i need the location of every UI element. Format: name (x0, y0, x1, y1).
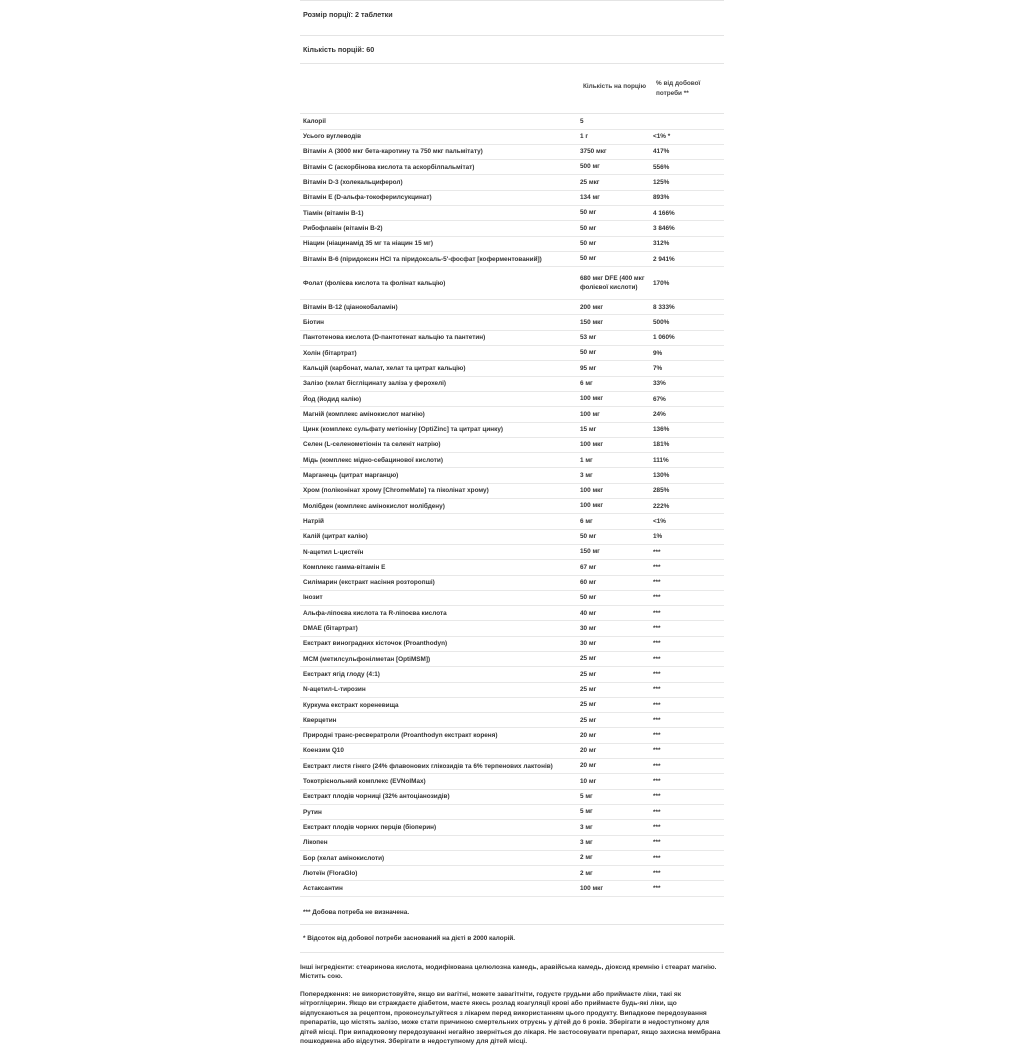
nutrient-amount: 95 мг (580, 364, 597, 372)
nutrient-name: Екстракт плодів чорниці (32% антоціанозидів) (303, 793, 450, 801)
serving-count: Кількість порцій: 60 (300, 36, 724, 64)
nutrient-name: DMAE (бітартрат) (303, 625, 358, 633)
table-row (300, 175, 724, 190)
nutrient-amount: 25 мкг (580, 178, 600, 186)
nutrient-daily-value: 67% (653, 395, 666, 403)
nutrient-daily-value: *** (653, 670, 661, 678)
nutrient-daily-value: 33% (653, 380, 666, 388)
nutrient-name: Вітамін Е (D-альфа-токоферилсукцинат) (303, 194, 432, 202)
table-row (300, 237, 724, 252)
nutrient-daily-value: 170% (653, 279, 670, 287)
nutrient-amount: 25 мг (580, 685, 597, 693)
nutrient-table (300, 114, 724, 897)
nutrient-daily-value: 500% (653, 319, 670, 327)
nutrient-name: Вітамін D-3 (холекальциферол) (303, 179, 403, 187)
nutrient-daily-value: 312% (653, 240, 670, 248)
table-row (300, 683, 724, 698)
nutrient-amount: 6 мг (580, 380, 593, 388)
nutrient-daily-value: *** (653, 548, 661, 556)
table-row (300, 484, 724, 499)
nutrient-daily-value: *** (653, 839, 661, 847)
nutrient-name: Калій (цитрат калію) (303, 533, 368, 541)
nutrient-name: Мідь (комплекс мідно-себацинової кислоти) (303, 456, 443, 464)
nutrient-amount: 50 мг (580, 594, 597, 602)
nutrient-amount: 1 г (580, 132, 588, 140)
nutrient-daily-value: <1% (653, 517, 666, 525)
nutrient-amount: 30 мг (580, 624, 597, 632)
nutrient-name: Астаксантин (303, 885, 343, 893)
nutrient-amount: 25 мг (580, 701, 597, 709)
table-row (300, 774, 724, 789)
table-row (300, 713, 724, 728)
nutrient-daily-value: *** (653, 594, 661, 602)
nutrient-amount: 100 мкг (580, 395, 604, 403)
nutrient-amount: 100 мкг (580, 502, 604, 510)
nutrient-daily-value: 1% (653, 533, 663, 541)
nutrient-daily-value: 8 333% (653, 303, 675, 311)
nutrient-amount: 3 мг (580, 838, 593, 846)
table-row (300, 621, 724, 636)
nutrient-name: Куркума екстракт кореневища (303, 701, 399, 709)
table-row (300, 576, 724, 591)
table-row (300, 423, 724, 438)
table-row (300, 499, 724, 514)
nutrient-daily-value: *** (653, 686, 661, 694)
nutrient-daily-value: *** (653, 762, 661, 770)
nutrient-amount: 1 мг (580, 456, 593, 464)
nutrient-amount: 20 мг (580, 747, 597, 755)
nutrient-amount: 67 мг (580, 563, 597, 571)
nutrient-name: Вітамін В-12 (ціанокобаламін) (303, 303, 398, 311)
nutrient-amount: 60 мг (580, 578, 597, 586)
nutrient-name: Магній (комплекс амінокислот магнію) (303, 410, 425, 418)
nutrient-amount: 25 мг (580, 670, 597, 678)
nutrient-name: Кальцій (карбонат, малат, хелат та цитрат кальцію) (303, 365, 466, 372)
table-row (300, 805, 724, 820)
nutrient-amount: 3 мг (580, 823, 593, 831)
table-row (300, 468, 724, 483)
nutrient-daily-value: 3 846% (653, 224, 675, 232)
nutrient-amount: 680 мкг DFE (400 мкг фолієвої кислоти) (580, 274, 645, 292)
nutrient-amount: 20 мг (580, 731, 597, 739)
table-row (300, 361, 724, 376)
nutrient-name: Комплекс гамма-вітамін Е (303, 563, 386, 571)
nutrient-name: Молібден (комплекс амінокислот молібдену) (303, 502, 445, 510)
top-divider (300, 0, 724, 1)
nutrient-daily-value: *** (653, 823, 661, 831)
table-row (300, 591, 724, 606)
table-row (300, 881, 724, 896)
nutrient-amount: 500 мг (580, 163, 600, 171)
nutrient-daily-value: 1 060% (653, 334, 675, 342)
serving-size: Розмір порції: 2 таблетки (300, 10, 724, 36)
nutrient-daily-value: *** (653, 747, 661, 755)
nutrient-daily-value: *** (653, 854, 661, 862)
nutrient-amount: 50 мг (580, 224, 597, 232)
nutrient-amount: 2 мг (580, 869, 593, 877)
nutrient-daily-value: 417% (653, 148, 670, 156)
table-row (300, 114, 724, 130)
nutrient-name: Коензим Q10 (303, 747, 344, 755)
table-row (300, 130, 724, 145)
nutrient-amount: 100 мкг (580, 487, 604, 495)
nutrient-name: Селен (L-селенометіонін та селеніт натрію) (303, 441, 441, 449)
nutrient-name: Природні транс-ресвератроли (Proanthodyn екстракт кореня) (303, 732, 498, 740)
nutrient-daily-value: *** (653, 625, 661, 633)
nutrient-amount: 53 мг (580, 334, 597, 342)
nutrient-amount: 2 мг (580, 854, 593, 862)
nutrient-daily-value: 2 941% (653, 255, 675, 263)
nutrient-name: N-ацетил L-цистеїн (303, 548, 364, 556)
nutrient-name: Цинк (комплекс сульфату метіоніну [OptiZinc] та цитрат цинку) (303, 426, 504, 434)
nutrient-amount: 25 мг (580, 716, 597, 724)
nutrient-name: Усього вуглеводів (303, 133, 361, 141)
table-row (300, 759, 724, 774)
nutrient-amount: 100 мкг (580, 441, 604, 449)
nutrient-amount: 200 мкг (580, 303, 604, 311)
nutrient-amount: 50 мг (580, 209, 597, 217)
nutrient-amount: 50 мг (580, 239, 597, 247)
nutrient-daily-value: *** (653, 563, 661, 571)
table-row (300, 866, 724, 881)
table-header (300, 64, 724, 114)
nutrient-daily-value: 125% (653, 179, 670, 187)
nutrient-amount: 50 мг (580, 533, 597, 541)
nutrient-name: Фолат (фолієва кислота та фолінат кальцію) (303, 279, 446, 287)
nutrient-name: Альфа-ліпоєва кислота та R-ліпоєва кислота (303, 609, 447, 617)
table-row (300, 315, 724, 330)
nutrient-daily-value: *** (653, 869, 661, 877)
nutrient-name: Біотин (303, 319, 325, 327)
nutrient-amount: 134 мг (580, 194, 600, 202)
nutrient-name: Екстракт ягід глоду (4:1) (303, 670, 380, 678)
nutrient-amount: 10 мг (580, 777, 597, 785)
table-row (300, 851, 724, 866)
nutrient-daily-value: *** (653, 716, 661, 724)
nutrient-amount: 50 мг (580, 349, 597, 357)
header-amount: Кількість на порцію (583, 83, 647, 90)
table-row (300, 331, 724, 346)
table-row (300, 191, 724, 206)
nutrient-amount: 3 мг (580, 471, 593, 479)
nutrient-amount: 150 мкг (580, 318, 604, 326)
nutrient-daily-value: <1% * (653, 133, 671, 141)
table-row (300, 221, 724, 236)
nutrient-daily-value: *** (653, 732, 661, 740)
nutrient-name: Лютеїн (FloraGlo) (303, 869, 358, 877)
nutrient-name: Тіамін (вітамін В-1) (303, 209, 364, 217)
header-daily-value: % від добової потреби ** (656, 80, 701, 97)
nutrient-amount: 40 мг (580, 609, 597, 617)
nutrient-daily-value: 24% (653, 410, 666, 418)
table-row (300, 267, 724, 300)
table-row (300, 346, 724, 361)
nutrient-amount: 150 мг (580, 548, 600, 556)
nutrient-daily-value: 893% (653, 194, 670, 202)
nutrient-daily-value: *** (653, 701, 661, 709)
nutrient-amount: 100 мкг (580, 884, 604, 892)
table-row (300, 252, 724, 267)
nutrient-daily-value: *** (653, 885, 661, 893)
table-row (300, 820, 724, 835)
table-row (300, 698, 724, 713)
nutrient-amount: 5 (580, 117, 584, 125)
nutrient-name: Вітамін А (3000 мкг бета-каротину та 750 мкг пальмітату) (303, 148, 483, 156)
nutrient-daily-value: *** (653, 808, 661, 816)
nutrient-daily-value: 4 166% (653, 209, 675, 217)
table-row (300, 728, 724, 743)
warning-text: Попередження: не використовуйте, якщо ви вагітні, можете завагітніти, годуєте грудьми або приймаєте ліки, такі як нітрогліцерин. Якщо ви страждаєте діабетом, маєте якесь розлад коагуляції крові або приймаєте будь-які ліки, що відпускаються за рецептом, проконсультуйтеся з лікарем перед використанням цього продукту. Випадкове передозування препаратів, що містять залізо, може стати причиною смертельних отруєнь у дітей до 6 років. Зберігати в недоступному для дітей місці. При випадковому передозуванні негайно зверніться до лікаря. Не застосовувати препарат, якщо захисна мембрана пошкоджена або відсутня. Зберігати в недоступному для дітей місці. (300, 990, 721, 1046)
table-row (300, 530, 724, 545)
nutrient-name: Екстракт листя гінкго (24% флавонових глікозидів та 6% терпенових лактонів) (303, 762, 553, 770)
nutrient-name: MCM (метилсульфонілметан [OptiMSM]) (303, 655, 431, 663)
nutrient-name: Інозит (303, 594, 323, 602)
nutrient-name: Калорії (303, 117, 326, 125)
note-daily-value-basis: * Відсоток від добової потреби заснований на дієті в 2000 калорій. (300, 925, 724, 953)
nutrient-name: Кверцетин (303, 716, 337, 724)
nutrient-amount: 20 мг (580, 762, 597, 770)
nutrient-name: Ніацин (ніацинамід 35 мг та ніацин 15 мг) (303, 240, 433, 248)
nutrient-name: Вітамін В-6 (піридоксин HCl та піридоксаль-5'-фосфат [коферментований]) (303, 255, 542, 263)
table-row (300, 744, 724, 759)
table-row (300, 514, 724, 529)
other-ingredients: Інші інгредієнти: стеаринова кислота, модифікована целюлозна камедь, аравійська камедь, діоксид кремнію і стеарат магнію. Містить сою. (300, 963, 717, 981)
table-row (300, 637, 724, 652)
table-row (300, 453, 724, 468)
table-row (300, 667, 724, 682)
nutrient-amount: 30 мг (580, 640, 597, 648)
table-row (300, 790, 724, 805)
nutrient-amount: 25 мг (580, 655, 597, 663)
note-no-daily-value: *** Добова потреба не визначена. (300, 897, 724, 925)
nutrient-name: Залізо (хелат бісгліцинату заліза у ферохелі) (303, 380, 447, 388)
table-row (300, 206, 724, 221)
nutrient-name: N-ацетил-L-тирозин (303, 686, 366, 694)
table-row (300, 652, 724, 667)
nutrient-name: Рибофлавін (вітамін В-2) (303, 224, 383, 232)
nutrient-name: Натрій (303, 517, 324, 525)
table-row (300, 392, 724, 407)
nutrient-amount: 3750 мкг (580, 148, 607, 156)
nutrient-name: Бор (хелат амінокислоти) (303, 854, 385, 862)
table-row (300, 377, 724, 392)
nutrient-daily-value: 285% (653, 487, 670, 495)
table-row (300, 300, 724, 315)
nutrient-name: Вітамін С (аскорбінова кислота та аскорбілпальмітат) (303, 163, 475, 171)
nutrient-daily-value: 222% (653, 502, 670, 510)
nutrient-name: Силімарин (екстракт насіння розторопші) (303, 579, 435, 587)
table-row (300, 836, 724, 851)
table-row (300, 145, 724, 160)
nutrient-amount: 5 мг (580, 808, 593, 816)
nutrient-name: Марганець (цитрат марганцю) (303, 472, 399, 480)
nutrient-daily-value: 181% (653, 441, 670, 449)
nutrient-daily-value: 556% (653, 163, 670, 171)
nutrient-amount: 5 мг (580, 793, 593, 801)
table-row (300, 606, 724, 621)
nutrient-name: Хром (поліконінат хрому [ChromeMate] та піколінат хрому) (303, 487, 489, 495)
nutrient-daily-value: *** (653, 640, 661, 648)
table-row (300, 560, 724, 575)
nutrient-amount: 100 мг (580, 410, 600, 418)
nutrient-amount: 6 мг (580, 517, 593, 525)
nutrient-daily-value: 9% (653, 349, 663, 357)
supplement-facts-panel (300, 0, 724, 1047)
nutrient-daily-value: 111% (653, 456, 669, 464)
nutrient-amount: 15 мг (580, 425, 597, 433)
nutrient-daily-value: *** (653, 778, 661, 786)
nutrient-daily-value: *** (653, 579, 661, 587)
nutrient-name: Пантотенова кислота (D-пантотенат кальцію та пантетин) (303, 334, 486, 342)
nutrient-daily-value: 130% (653, 472, 670, 480)
nutrient-daily-value: *** (653, 655, 661, 663)
table-row (300, 438, 724, 453)
nutrient-name: Йод (йодид калію) (303, 395, 362, 403)
table-row (300, 407, 724, 422)
nutrient-name: Холін (бітартрат) (303, 349, 357, 357)
nutrient-name: Токотрієнольний комплекс (EVNolMax) (303, 778, 426, 786)
nutrient-amount: 50 мг (580, 255, 597, 263)
nutrient-daily-value: 136% (653, 426, 670, 434)
nutrient-name: Лікопен (303, 839, 328, 847)
nutrient-name: Екстракт виноградних кісточок (Proanthodyn) (303, 640, 448, 648)
nutrient-name: Екстракт плодів чорних перців (біоперин) (303, 823, 437, 831)
nutrient-daily-value: *** (653, 609, 661, 617)
nutrient-name: Рутин (303, 808, 322, 816)
nutrient-daily-value: *** (653, 793, 661, 801)
nutrient-daily-value: 7% (653, 365, 663, 372)
table-row (300, 545, 724, 560)
table-row (300, 160, 724, 175)
